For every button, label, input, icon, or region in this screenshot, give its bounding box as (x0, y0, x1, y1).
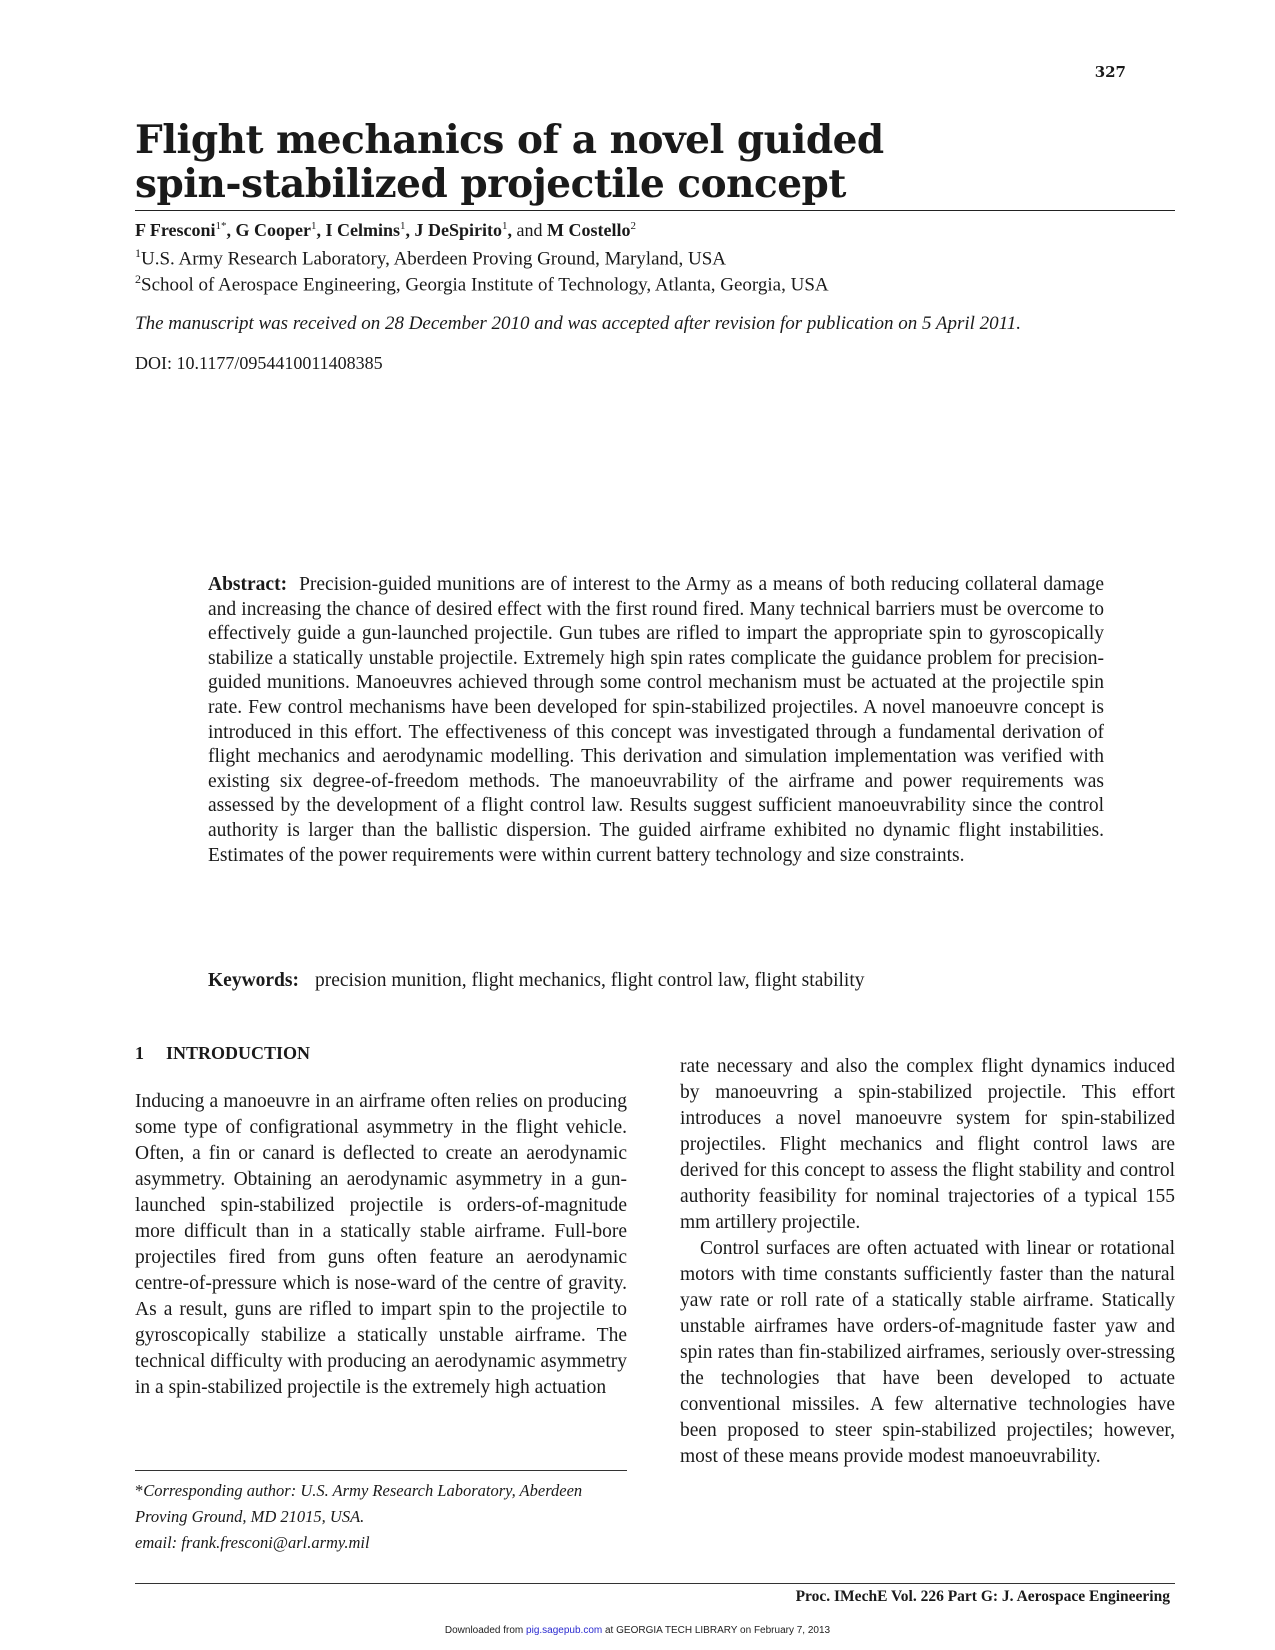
affiliation-2: $^2$School of Aerospace Engineering, Georgia Institute of Technology, Atlanta, Georgia, USA (135, 272, 829, 296)
author-affil-sup: 2 (630, 220, 636, 232)
keywords-label: Keywords: (208, 970, 299, 991)
paragraph: rate necessary and also the complex flight dynamics induced by manoeuvring a spin-stabilized projectile. This effort introduces a novel manoeuvre system for spin-stabilized projectiles. Flight mechanics and flight control laws are derived for this concept to assess the flight stability and control authority feasibility for nominal trajectories of a typical 155 mm artillery projectile. (680, 1056, 1175, 1233)
paper-title (135, 118, 1175, 206)
paragraph: Inducing a manoeuvre in an airframe often relies on producing some type of configrational asymmetry in the flight vehicle. Often, a fin or canard is deflected to create an aerodynamic asymmetry. Obtaining an aerodynamic asymmetry in a gun-launched spin-stabilized projectile is orders-of-magnitude more difficult than in a statically stable airframe. Full-bore projectiles fired from guns often feature an aerodynamic centre-of-pressure which is nose-ward of the centre of gravity. As a result, guns are rifled to impart spin to the projectile to gyroscopically stabilize a statically unstable airframe. The technical difficulty with producing an aerodynamic asymmetry in a spin-stabilized projectile is the extremely high actuation (135, 1091, 627, 1398)
section-number: 1 (135, 1043, 144, 1063)
title-rule (135, 210, 1175, 211)
title-line-1: Flight mechanics of a novel guided (135, 117, 884, 163)
abstract-label: Abstract: (208, 574, 288, 595)
author-affil-sup: 1* (215, 220, 227, 232)
keywords (208, 970, 865, 992)
body-column-right (680, 1054, 1175, 1470)
section-title: INTRODUCTION (166, 1043, 311, 1063)
author-name: M Costello (547, 220, 631, 240)
author-affil-sup: 1 (310, 220, 317, 232)
author-name: I Celmins (325, 220, 400, 240)
author-name: J DeSpirito (414, 220, 502, 240)
affiliation-1: $^1$U.S. Army Research Laboratory, Aberdeen Proving Ground, Maryland, USA (135, 246, 727, 270)
body-column-left (135, 1089, 627, 1401)
download-link[interactable]: pig.sagepub.com (526, 1625, 603, 1636)
author-name: F Fresconi (135, 220, 216, 240)
title-line-2: spin-stabilized projectile concept (135, 161, 846, 207)
page-number: 327 (1094, 63, 1126, 81)
footer-rule (135, 1583, 1175, 1584)
author-affil-sup: 1 (400, 220, 406, 232)
footnote-line: *Corresponding author: U.S. Army Research Laboratory, Aberdeen (135, 1481, 583, 1500)
download-notice: Downloaded from pig.sagepub.com at GEORGIA TECH LIBRARY on February 7, 2013 (444, 1625, 831, 1636)
footnote-email: email: frank.fresconi@arl.army.mil (135, 1533, 370, 1552)
authors-and: and (516, 220, 543, 240)
keywords-text: precision munition, flight mechanics, flight control law, flight stability (315, 970, 865, 991)
footnote-rule (135, 1470, 627, 1471)
footnote-line: Proving Ground, MD 21015, USA. (135, 1507, 365, 1526)
journal-name: Proc. IMechE Vol. 226 Part G: J. Aerospace Engineering (795, 1588, 1170, 1605)
author-list: F Fresconi$^{1*}$, G Cooper$^1$, I Celmins$^1$, J DeSpirito$^1$, and M Costello$^2$ (135, 220, 636, 240)
section-heading (135, 1043, 310, 1064)
abstract-text: Precision-guided munitions are of interest to the Army as a means of both reducing collateral damage and increasing the chance of desired effect with the first round fired. Many technical barriers must be overcome to effectively guide a gun-launched projectile. Gun tubes are rifled to impart the appropriate spin to gyroscopically stabilize a statically unstable projectile. Extremely high spin rates complicate the guidance problem for precision-guided munitions. Manoeuvres achieved through some control mechanism must be actuated at the projectile spin rate. Few control mechanisms have been developed for spin-stabilized projectiles. A novel manoeuvre concept is introduced in this effort. The effectiveness of this concept was investigated through a fundamental derivation of flight mechanics and aerodynamic modelling. This derivation and simulation implementation was verified with existing six degree-of-freedom methods. The manoeuvrability of the airframe and power requirements was assessed by the development of a flight control law. Results suggest sufficient manoeuvrability since the control authority is larger than the ballistic dispersion. The guided airframe exhibited no dynamic flight instabilities. Estimates of the power requirements were within current battery technology and size constraints. (208, 574, 1104, 866)
paragraph: Control surfaces are often actuated with linear or rotational motors with time constants sufficiently faster than the natural yaw rate or roll rate of a statically stable airframe. Statically unstable airframes have orders-of-magnitude faster yaw and spin rates than fin-stabilized airframes, seriously over-stressing the technologies that have been developed to actuate conventional missiles. A few alternative technologies have been proposed to steer spin-stabilized projectiles; however, most of these means provide modest manoeuvrability. (680, 1238, 1175, 1467)
author-affil-sup: 1 (502, 220, 508, 232)
abstract (208, 573, 1104, 868)
doi: DOI: 10.1177/0954410011408385 (135, 353, 383, 373)
footnote (135, 1478, 635, 1556)
received-note: The manuscript was received on 28 December 2010 and was accepted after revision for publication on 5 April 2011. (135, 313, 1022, 334)
author-name: G Cooper (235, 220, 311, 240)
